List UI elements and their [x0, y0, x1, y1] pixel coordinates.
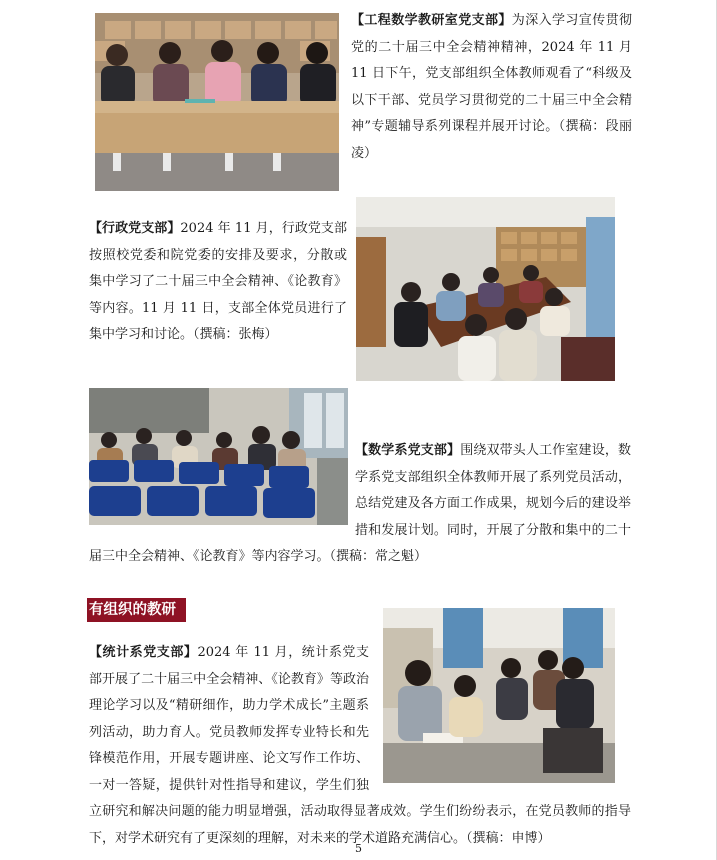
section-title: 有组织的教研: [87, 598, 186, 622]
paragraph-math-department: [89, 438, 631, 571]
paragraph-body: 围绕双带头人工作室建设，数学系党支部组织全体教师开展了系列党员活动，总结党建及各方面工作成果，规划今后的建设举措和发展计划。同时，开展了分散和集中的二十届三中全会精神、《论教育》等内容学习。（撰稿：常之魁）: [89, 443, 631, 564]
photo-lecture-hall: [95, 13, 339, 191]
paragraph-engineering-math: [351, 8, 632, 167]
paragraph-statistics: [89, 640, 631, 852]
paragraph-heading: 【数学系党支部】: [355, 443, 461, 458]
paragraph-heading: 【行政党支部】: [89, 221, 181, 236]
paragraph-body: 2024 年 11 月，统计系党支部开展了二十届三中全会精神、《论教育》等政治理论学习以及“精研细作，助力学术成长”主题系列活动，助力育人。党员教师发挥专业特长和先锋模范作用，开展专题讲座、论文写作工作坊、一对一答疑，提供针对性指导和建议，学生们独立研究和解决问题的能力明显增强，活动取得显著成效。学生们纷纷表示，在党员教师的指导下，对学术研究有了更深刻的理解，对未来的学术道路充满信心。（撰稿：申博）: [89, 645, 631, 846]
text-wrap-spacer: [369, 640, 631, 792]
page-number: 5: [355, 842, 362, 855]
text-wrap-spacer: [89, 438, 355, 518]
paragraph-administration: [89, 216, 347, 349]
photo-meeting-room: [356, 197, 615, 381]
paragraph-heading: 【统计系党支部】: [89, 645, 198, 660]
paragraph-body: 为深入学习宣传贯彻党的二十届三中全会精神精神，2024 年 11 月 11 日下午，党支部组织全体教师观看了“科级及以下干部、党员学习贯彻党的二十届三中全会精神”专题辅导系列课程并展开讨论。（撰稿：段丽凌）: [351, 13, 632, 161]
paragraph-heading: 【工程数学教研室党支部】: [351, 13, 512, 28]
paragraph-body: 2024 年 11 月，行政党支部按照校党委和院党委的安排及要求，分散或集中学习了二十届三中全会精神、《论教育》等内容。11 月 11 日，支部全体党员进行了集中学习和讨论。（撰稿：张梅）: [89, 221, 347, 342]
